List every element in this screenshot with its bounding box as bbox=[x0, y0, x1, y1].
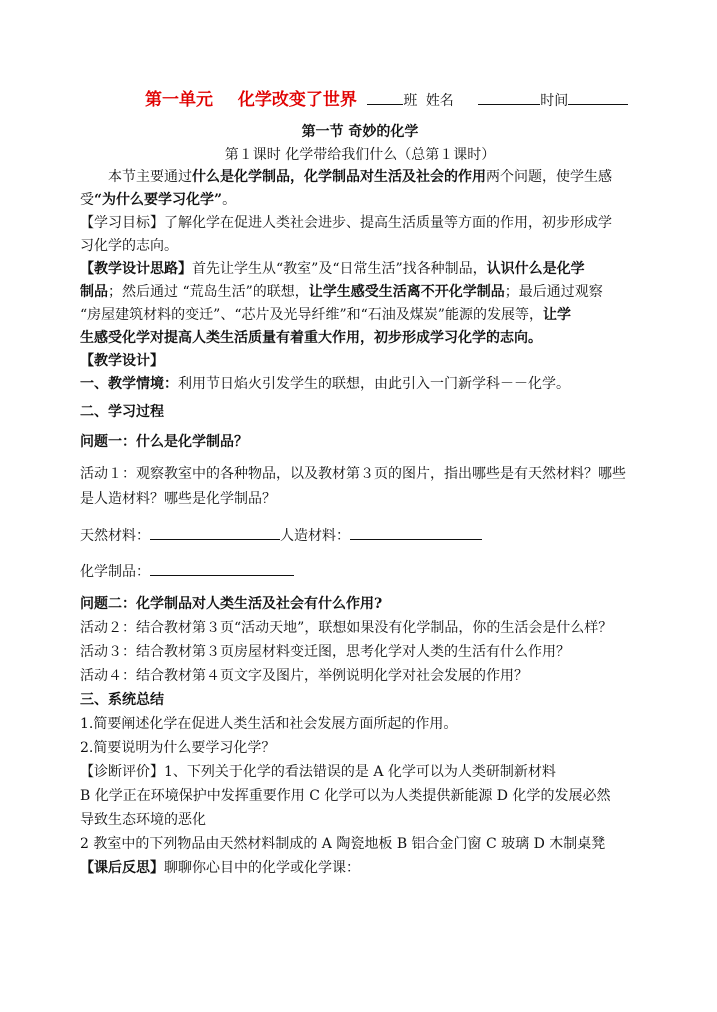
reflection-label: 【课后反思】 bbox=[80, 860, 164, 876]
class-label: 班 bbox=[403, 93, 418, 109]
design-idea-bold: 认识什么是化学 bbox=[486, 261, 585, 277]
design-idea-text: 首先让学生从“教室”及“日常生活”找各种制品， bbox=[192, 261, 487, 277]
artificial-material-label: 人造材料： bbox=[280, 528, 350, 544]
design-idea-line-2 bbox=[80, 281, 640, 304]
intro-text: 。 bbox=[222, 192, 237, 208]
intro-bold: 什么是化学制品，化学制品对生活及社会的作用 bbox=[192, 169, 486, 185]
evaluation-line-1: 【诊断评价】1、下列关于化学的看法错误的是 A 化学可以为人类研制新材料 bbox=[80, 764, 556, 780]
situation-line bbox=[80, 373, 640, 396]
activity-one-line-1: 活动１：观察教室中的各种物品，以及教材第３页的图片，指出哪些是有天然材料？哪些 bbox=[80, 466, 626, 482]
activity-two: 活动２：结合教材第３页“活动天地”，联想如果没有化学制品，你的生活会是什么样？ bbox=[80, 620, 613, 636]
reflection-text: 聊聊你心目中的化学或化学课： bbox=[164, 860, 360, 876]
design-idea-bold: 制品 bbox=[80, 284, 108, 300]
section-title: 第一节 奇妙的化学 bbox=[301, 124, 419, 140]
intro-line-2 bbox=[80, 189, 640, 212]
summary-item-2: 2.简要说明为什么要学习化学？ bbox=[80, 740, 276, 756]
reflection-line bbox=[80, 856, 640, 880]
time-blank[interactable] bbox=[568, 90, 628, 105]
situation-text: 利用节日焰火引发学生的联想，由此引入一门新学科－－化学。 bbox=[178, 376, 570, 392]
class-blank[interactable] bbox=[367, 90, 403, 105]
evaluation-line-3: 导致生态环境的恶化 bbox=[80, 812, 206, 828]
chemical-product-label: 化学制品： bbox=[80, 564, 150, 580]
design-idea-line-4: 生感受化学对提高人类生活质量有着重大作用，初步形成学习化学的志向。 bbox=[80, 330, 542, 346]
unit-title: 第一单元 bbox=[145, 90, 213, 110]
evaluation-line-2: B 化学正在环境保护中发挥重要作用 C 化学可以为人类提供新能源 D 化学的发展必然 bbox=[80, 788, 611, 804]
design-idea-label: 【教学设计思路】 bbox=[80, 261, 192, 277]
time-label: 时间 bbox=[540, 93, 569, 109]
name-blank[interactable] bbox=[478, 90, 540, 105]
natural-material-blank[interactable] bbox=[150, 524, 280, 540]
fill-row-chemical bbox=[80, 560, 640, 584]
evaluation-line-4: 2 教室中的下列物品由天然材料制成的 A 陶瓷地板 B 铝合金门窗 C 玻璃 D 木制桌凳 bbox=[80, 836, 606, 852]
goals-line-1 bbox=[80, 212, 640, 235]
design-idea-bold: 让学 bbox=[542, 307, 571, 323]
question-one: 问题一：什么是化学制品？ bbox=[80, 434, 248, 450]
intro-text: 本节主要通过 bbox=[108, 169, 192, 185]
question-two: 问题二：化学制品对人类生活及社会有什么作用? bbox=[80, 596, 383, 612]
intro-line-1 bbox=[80, 166, 640, 189]
goals-label: 【学习目标】 bbox=[80, 215, 164, 231]
design-idea-text: ；然后通过 “荒岛生活”的联想， bbox=[108, 284, 309, 300]
summary-heading: 三、系统总结 bbox=[80, 692, 164, 708]
situation-label: 一、教学情境： bbox=[80, 376, 178, 392]
design-idea-line-3 bbox=[80, 304, 640, 327]
artificial-material-blank[interactable] bbox=[350, 524, 482, 540]
name-label: 姓名 bbox=[425, 93, 454, 109]
process-heading: 二、学习过程 bbox=[80, 404, 164, 420]
design-idea-bold: 让学生感受生活离不开化学制品 bbox=[308, 284, 505, 300]
worksheet-page bbox=[80, 88, 640, 880]
teaching-design-label: 【教学设计】 bbox=[80, 353, 164, 369]
design-idea-line-1 bbox=[80, 258, 640, 281]
fill-row-materials bbox=[80, 524, 640, 548]
intro-text: 两个问题，使学生感 bbox=[486, 169, 612, 185]
activity-four: 活动４：结合教材第４页文字及图片，举例说明化学对社会发展的作用？ bbox=[80, 668, 528, 684]
activity-three: 活动３：结合教材第３页房屋材料变迁图，思考化学对人类的生活有什么作用？ bbox=[80, 644, 570, 660]
unit-theme: 化学改变了世界 bbox=[237, 90, 357, 110]
activity-one-line-2: 是人造材料？哪些是化学制品？ bbox=[80, 491, 276, 507]
design-idea-text: ；最后通过观察 bbox=[504, 284, 603, 300]
summary-item-1: 1.简要阐述化学在促进人类生活和社会发展方面所起的作用。 bbox=[80, 716, 458, 732]
intro-bold: “为什么要学习化学” bbox=[94, 192, 223, 208]
goals-text: 了解化学在促进人类社会进步、提高生活质量等方面的作用，初步形成学 bbox=[164, 215, 612, 231]
lesson-title: 第１课时 化学带给我们什么（总第１课时） bbox=[224, 147, 496, 163]
goals-line-2: 习化学的志向。 bbox=[80, 238, 178, 254]
chemical-product-blank[interactable] bbox=[150, 560, 294, 576]
natural-material-label: 天然材料： bbox=[80, 528, 150, 544]
design-idea-text: “房屋建筑材料的变迁”、“芯片及光导纤维”和“石油及煤炭”能源的发展等， bbox=[80, 307, 543, 323]
page-header bbox=[145, 88, 640, 113]
intro-text: 受 bbox=[80, 192, 94, 208]
